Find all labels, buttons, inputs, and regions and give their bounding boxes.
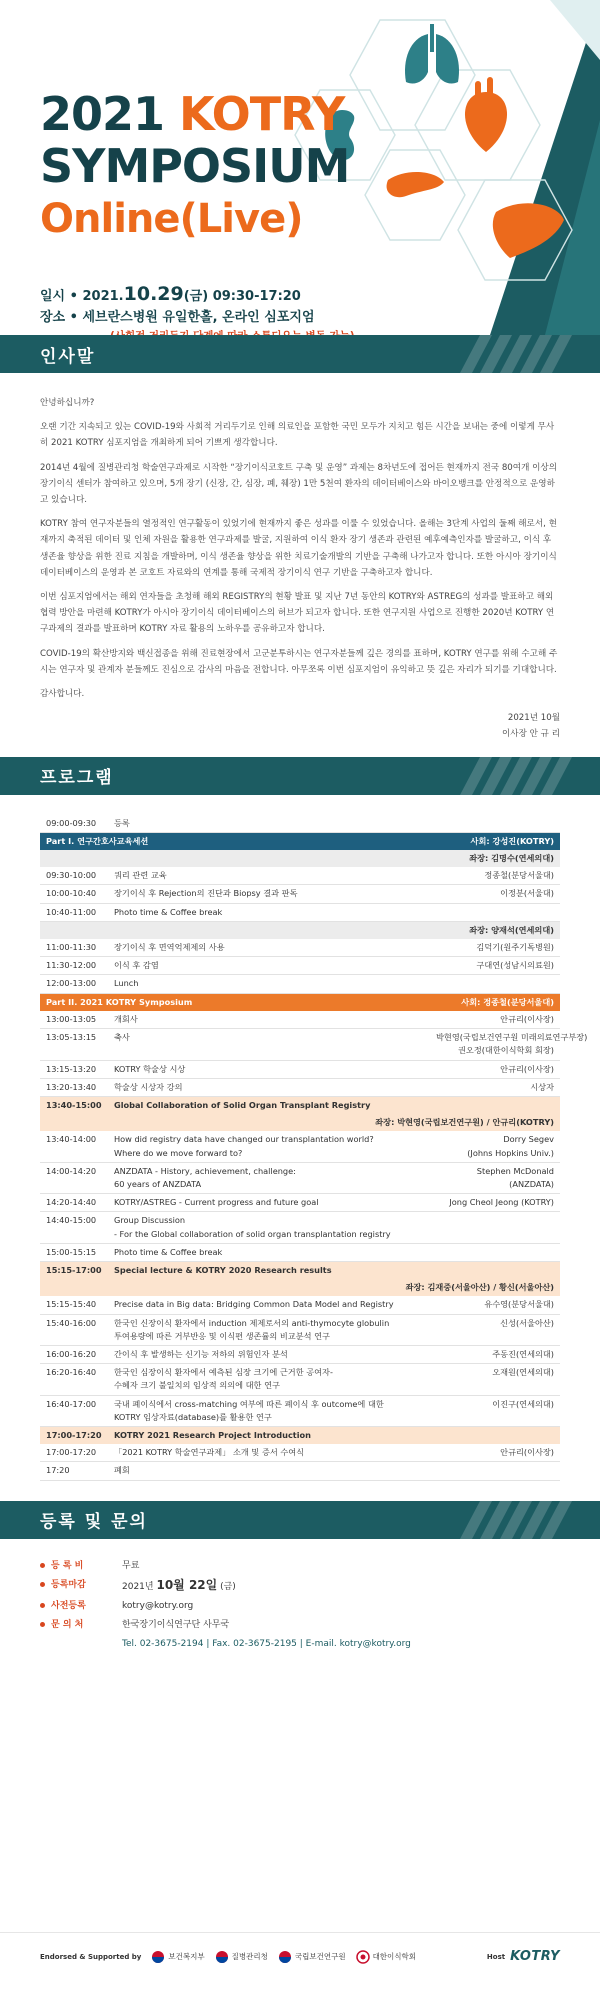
program-speaker: 박현영(국립보건연구원 미래의료연구부장) 권오정(대한이식학회 회장) [430,1029,560,1060]
program-speaker [430,1212,560,1243]
program-item-row [40,1395,560,1426]
program-speaker: 신성(서울아산) [430,1314,560,1345]
program-speaker: 구대연(성남시의료원) [430,957,560,975]
endorsed-label: Endorsed & Supported by [40,1952,142,1961]
program-speaker [430,1261,560,1279]
program-item-row [40,815,560,833]
program-time: 15:15-15:40 [40,1296,108,1314]
bullet-icon [40,1622,45,1627]
program-table-body [40,815,588,1480]
registration-header [0,1501,600,1539]
session-chair: 좌장: 김명수(연세의대) [40,850,560,867]
program-title: ANZDATA - History, achievement, challenge: 60 years of ANZDATA [108,1162,430,1193]
greeting-header [0,335,600,373]
society-logo-icon [356,1950,370,1964]
program-title: How did registry data have changed our transplantation world? Where do we move forward to? [108,1131,430,1162]
program-title: 장기이식 후 Rejection의 진단과 Biopsy 결과 판독 [108,885,430,903]
program-time: 17:20 [40,1462,108,1480]
program-item-row [40,1060,560,1078]
program-title: Global Collaboration of Solid Organ Transplant Registry [108,1096,430,1114]
title-year: 2021 [40,87,165,141]
program-title: 「2021 KOTRY 학술연구과제」 소개 및 증서 수여식 [108,1444,430,1462]
preregistration-email-link[interactable]: kotry@kotry.org [122,1600,194,1611]
program-speaker: Dorry Segev (Johns Hopkins Univ.) [430,1131,560,1162]
program-part-header [40,832,560,850]
program-speaker: 이정분(서울대) [430,885,560,903]
program-item-row [40,903,560,921]
program-title: 한국인 신장이식 환자에서 induction 제제로서의 anti-thymocyte globulin 투여용량에 따른 거부반응 및 이식편 생존률의 비교분석 연구 [108,1314,430,1345]
program-item-row [40,1011,560,1029]
program-speaker: Stephen McDonald (ANZDATA) [430,1162,560,1193]
registration-title: 등록 및 문의 [40,1512,148,1533]
program-speaker [430,1243,560,1261]
greeting-paragraph: 이번 심포지엄에서는 해외 연자들을 초청해 해외 REGISTRY의 현황 발표 및 지난 7년 동안의 KOTRY와 ASTREG의 성과를 발표하고 해외 협력 방안을 마련해 KOTRY가 아시아 장기이식 데이터베이스의 허브가 되고자 합니다. 또한 연구지원 사업으로 진행한 2020년 KOTRY 연구과제의 결과를 발표하며 KOTRY 자료 활용의 노하우를 공유하고자 합니다. [40,592,555,635]
part-moderator: 사회: 강성진(KOTRY) [430,832,560,850]
part-moderator: 사회: 정종철(분당서울대) [430,993,560,1011]
program-speaker: 오재원(연세의대) [430,1364,560,1395]
program-time: 15:40-16:00 [40,1314,108,1345]
session-chair: 좌장: 양재석(연세의대) [40,921,560,939]
program-item-row [40,1296,560,1314]
hero [0,0,600,335]
program-item-row [40,1078,560,1096]
program-chair-row [40,1114,560,1131]
program-title: KOTRY/ASTREG - Current progress and future goal [108,1194,430,1212]
program-time: 13:15-13:20 [40,1060,108,1078]
greeting-paragraph: 오랜 기간 지속되고 있는 COVID-19와 사회적 거리두기로 인해 의료인을 포함한 국민 모두가 지치고 힘든 시간을 보내는 중에 이렇게 무사히 2021 KOTRY 심포지엄을 개최하게 되어 기쁘게 생각합니다. [40,422,555,449]
program-time: 17:00-17:20 [40,1426,108,1444]
registration-section [0,1539,600,1672]
program-time: 10:40-11:00 [40,903,108,921]
program-time: 13:20-13:40 [40,1078,108,1096]
title-online: Online(Live) [40,196,303,242]
program-time: 14:00-14:20 [40,1162,108,1193]
program-chair-row [40,850,560,867]
program-speaker: 안규리(이사장) [430,1444,560,1462]
program-speaker [430,903,560,921]
program-item-row [40,867,560,885]
program-session-row [40,1261,560,1279]
program-speaker: 안규리(이사장) [430,1060,560,1078]
program-item-row [40,1314,560,1345]
program-item-row [40,1243,560,1261]
program-speaker: Jong Cheol Jeong (KOTRY) [430,1194,560,1212]
program-item-row [40,1131,560,1162]
program-title: Group Discussion - For the Global collaboration of solid organ transplantation registry [108,1212,430,1243]
program-item-row [40,1162,560,1193]
program-time: 09:00-09:30 [40,815,108,833]
title-kotry: KOTRY [179,87,345,141]
footer [0,1932,600,1980]
program-speaker [430,1426,560,1444]
program-time: 13:00-13:05 [40,1011,108,1029]
header-stripe-decoration [440,335,580,373]
program-item-row [40,1364,560,1395]
program-time: 11:30-12:00 [40,957,108,975]
org-nih: 국립보건연구원 [278,1950,346,1964]
host [487,1949,560,1964]
greeting-paragraph: COVID-19의 확산방지와 백신접종을 위해 진료현장에서 고군분투하시는 연구자분들께 깊은 경의를 표하며, KOTRY 연구를 위해 수고해 주시는 연구자 및 관계자 분들께도 진심으로 감사의 마음을 전합니다. 아무쪼록 이번 심포지엄이 유익하고 뜻 깊은 자리가 되기를 기대합니다. [40,648,558,675]
program-speaker: 이진구(연세의대) [430,1395,560,1426]
event-date: 일시 • 2021.10.29(금) 09:30-17:20 [40,283,301,305]
program-table [40,815,588,1481]
program-speaker: 유수영(분당서울대) [430,1296,560,1314]
program-title: 개회사 [108,1011,430,1029]
program-time: 17:00-17:20 [40,1444,108,1462]
program-title: 프로그램 [40,768,114,789]
greeting-paragraph: 감사합니다. [40,689,85,700]
program-item-row [40,1462,560,1480]
session-chair: 좌장: 박현영(국립보건연구원) / 안규리(KOTRY) [40,1114,560,1131]
contact-row: 문 의 처 한국장기이식연구단 사무국 [40,1616,560,1635]
bullet-icon [40,1563,45,1568]
program-title: 국내 폐이식에서 cross-matching 여부에 따른 폐이식 후 outcome에 대한 KOTRY 임상자료(database)를 활용한 연구 [108,1395,430,1426]
greeting-paragraph: 2014년 4월에 질병관리청 학술연구과제로 시작한 “장기이식코호트 구축 및 운영” 과제는 8차년도에 접어든 현재까지 전국 80여개 이상의 장기이식 센터가 참여하고 있으며, 5개 장기 (신장, 간, 심장, 폐, 췌장) 1만 5천여 환자의 데이터베이스와 바이오뱅크를 안정적으로 운영하고 있습니다. [40,462,558,506]
header-stripe-decoration [440,1501,580,1539]
program-title: Special lecture & KOTRY 2020 Research results [108,1261,430,1279]
program-time: 13:40-15:00 [40,1096,108,1114]
program-speaker [430,1462,560,1480]
program-part-header [40,993,560,1011]
part-title: Part II. 2021 KOTRY Symposium [40,993,430,1011]
contact-details: Tel. 02-3675-2194 | Fax. 02-3675-2195 | E-mail. kotry@kotry.org [122,1638,411,1649]
event-place: 장소 • 세브란스병원 유일한홀, 온라인 심포지엄 [40,310,315,325]
program-time: 10:00-10:40 [40,885,108,903]
program-time: 14:20-14:40 [40,1194,108,1212]
program-title: 한국인 심장이식 환자에서 예측된 심장 크기에 근거한 공여자- 수혜자 크기 불일치의 임상적 의의에 대한 연구 [108,1364,430,1395]
program-speaker [430,975,560,993]
program-title: Photo time & Coffee break [108,1243,430,1261]
program-title: 장기이식 후 면역억제제의 사용 [108,939,430,957]
fee-row: 등 록 비 무료 [40,1557,560,1576]
program-time: 13:05-13:15 [40,1029,108,1060]
program-time: 16:20-16:40 [40,1364,108,1395]
program-item-row [40,1444,560,1462]
program-header [0,757,600,795]
signature-name: 이사장 안 규 리 [501,729,560,740]
program-item-row [40,885,560,903]
program-speaker: 정종철(분당서울대) [430,867,560,885]
program-item-row [40,1029,560,1060]
lungs-icon [405,24,459,84]
program-speaker: 안규리(이사장) [430,1011,560,1029]
government-emblem-icon [278,1950,292,1964]
program-time: 14:40-15:00 [40,1212,108,1243]
greeting-paragraph: 안녕하십니까? [40,398,95,408]
program-time: 12:00-13:00 [40,975,108,993]
program-session-row [40,1426,560,1444]
program-speaker: 주동진(연세의대) [430,1345,560,1363]
kotry-logo: KOTRY [510,1949,560,1964]
org-kdca: 질병관리청 [215,1950,268,1964]
program-item-row [40,975,560,993]
program-speaker [430,1096,560,1114]
header-stripe-decoration [440,757,580,795]
program-title: Lunch [108,975,430,993]
program-section [0,795,600,1501]
program-time: 16:40-17:00 [40,1395,108,1426]
program-time: 16:00-16:20 [40,1345,108,1363]
program-time: 09:30-10:00 [40,867,108,885]
symposium-title [40,88,400,246]
program-title: 폐회 [108,1462,430,1480]
heart-icon [465,80,507,152]
greeting-title: 인사말 [40,346,96,367]
program-speaker: 김덕기(원주기독병원) [430,939,560,957]
host-label: Host [486,1952,506,1961]
session-chair: 좌장: 김재중(서울아산) / 황신(서울아산) [40,1279,560,1296]
bullet-icon [40,1603,45,1608]
signature-date: 2021년 10월 [507,713,560,724]
program-session-row [40,1096,560,1114]
program-title: 이식 후 감염 [108,957,430,975]
program-time: 13:40-14:00 [40,1131,108,1162]
program-title: 쿼리 관련 교육 [108,867,430,885]
part-title: Part I. 연구간호사교육세션 [40,832,430,850]
program-time: 15:00-15:15 [40,1243,108,1261]
program-title: Precise data in Big data: Bridging Common Data Model and Registry [108,1296,430,1314]
program-item-row [40,939,560,957]
greeting-body [0,373,600,757]
program-time: 15:15-17:00 [40,1261,108,1279]
deadline-row: 등록마감 2021년 10월 22일 (금) [40,1576,560,1597]
org-mohw: 보건복지부 [151,1950,204,1964]
government-emblem-icon [151,1950,165,1964]
program-title: KOTRY 2021 Research Project Introduction [108,1426,430,1444]
title-symposium: SYMPOSIUM [40,139,350,193]
program-title: 축사 [108,1029,430,1060]
program-title: 간이식 후 발생하는 신기능 저하의 위험인자 분석 [108,1345,430,1363]
program-speaker: 시상자 [430,1078,560,1096]
program-speaker [430,815,560,833]
program-item-row [40,1212,560,1243]
program-title: 학술상 시상자 강의 [108,1078,430,1096]
greeting-paragraph: KOTRY 참여 연구자분들의 열정적인 연구활동이 있었기에 현재까지 좋은 성과를 이룰 수 있었습니다. 올해는 3단계 사업의 둘째 해로서, 현재까지 축적된 데이터 및 인체 자원을 활용한 연구과제를 발굴, 지원하여 이식 환자 장기 생존과 관련된 예후예측인자를 발굴하고, 이식 후 생존율 향상을 위한 진료 지침을 개발하며, 이식 생존율 향상을 위한 치료기술개발의 기반을 구축해 나가고자 합니다. 또한 아시아 장기이식 데이터베이스의 운영과 본 코호트 자료와의 연계를 통해 국제적 장기이식 연구 기반을 구축하고자 합니다. [40,519,557,578]
program-title: Photo time & Coffee break [108,903,430,921]
preregistration-row: 사전등록 kotry@kotry.org [40,1597,560,1616]
government-emblem-icon [215,1950,229,1964]
program-item-row [40,1345,560,1363]
bullet-icon [40,1582,45,1587]
program-chair-row [40,1279,560,1296]
program-title: KOTRY 학술상 시상 [108,1060,430,1078]
program-item-row [40,1194,560,1212]
program-item-row [40,957,560,975]
program-time: 11:00-11:30 [40,939,108,957]
program-chair-row [40,921,560,939]
org-kst: 대한이식학회 [356,1950,416,1964]
program-title: 등록 [108,815,430,833]
